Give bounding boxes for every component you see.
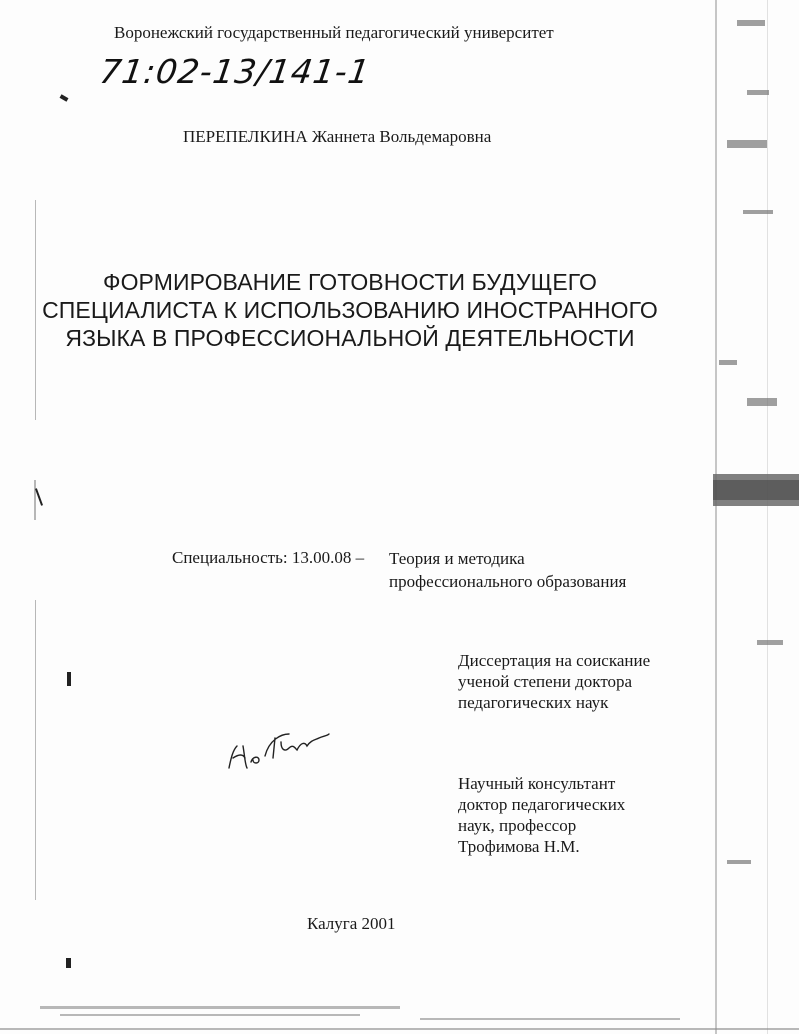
scan-noise-bottom bbox=[0, 988, 799, 1034]
specialty-line: Теория и методика bbox=[389, 549, 525, 568]
specialty-name bbox=[389, 547, 626, 593]
university-name: Воронежский государственный педагогический университет bbox=[114, 23, 554, 42]
stray-mark bbox=[66, 958, 71, 968]
specialty-line: профессионального образования bbox=[389, 572, 627, 591]
title-line: ЯЗЫКА В ПРОФЕССИОНАЛЬНОЙ ДЕЯТЕЛЬНОСТИ bbox=[65, 325, 635, 351]
degree-line: ученой степени доктора bbox=[458, 672, 633, 691]
scan-noise-right bbox=[707, 0, 799, 1034]
consultant-line: доктор педагогических bbox=[458, 795, 626, 814]
degree-line: Диссертация на соискание bbox=[458, 651, 651, 670]
title-line: ФОРМИРОВАНИЕ ГОТОВНОСТИ БУДУЩЕГО bbox=[102, 269, 598, 295]
handwritten-signature bbox=[223, 728, 333, 772]
stray-mark bbox=[60, 94, 69, 101]
city-year: Калуга 2001 bbox=[307, 914, 396, 933]
consultant-line: Научный консультант bbox=[458, 774, 616, 793]
dissertation-title bbox=[30, 268, 670, 352]
consultant-line: наук, профессор bbox=[458, 816, 577, 835]
degree-line: педагогических наук bbox=[458, 693, 609, 712]
scientific-consultant bbox=[458, 773, 625, 857]
scan-noise-left bbox=[30, 0, 42, 1034]
stray-mark bbox=[67, 672, 71, 686]
author-name: ПЕРЕПЕЛКИНА Жаннета Вольдемаровна bbox=[183, 127, 492, 146]
catalog-number: 71:02-13/141-1 bbox=[97, 52, 373, 91]
title-line: СПЕЦИАЛИСТА К ИСПОЛЬЗОВАНИЮ ИНОСТРАННОГО bbox=[42, 297, 658, 323]
dissertation-degree bbox=[458, 650, 650, 713]
specialty-label: Специальность: 13.00.08 – bbox=[172, 548, 365, 567]
consultant-line: Трофимова Н.М. bbox=[458, 837, 580, 856]
